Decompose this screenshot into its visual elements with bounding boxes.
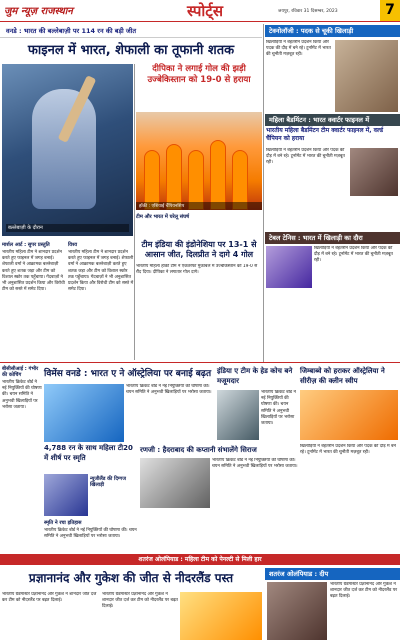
zimbabwe-photo (300, 390, 398, 440)
chess-headline: प्रज्ञानानंद और गुकेश की जीत से नीदरलैंड पस्त (28, 571, 234, 585)
smriti-photo (44, 474, 88, 516)
page-number: 7 (380, 0, 400, 21)
ranji-body-text: भारतीय क्रिकेट बोर्ड ने नई नियुक्तियों की घोषणा की। चयन समिति ने अनुभवी खिलाड़ियों पर भरोसा जताया। (212, 458, 298, 470)
smriti-body-text: भारतीय क्रिकेट बोर्ड ने नई नियुक्तियों की घोषणा की। चयन समिति ने अनुभवी खिलाड़ियों पर भरोसा जताया। (44, 528, 137, 540)
right-box2-text: खिलाड़ियों ने बेहतरीन प्रदर्शन किया और पदक की दौड़ में बने रहे। टूर्नामेंट में भारत की चुनौती मज़बूत रही। (266, 148, 345, 166)
right-box1-body (266, 40, 333, 112)
hockey-photo-caption: हॉकी : एशियाई चैंपियनशिप (136, 202, 262, 210)
hockey-headline: दीपिका ने लगाई गोल की झड़ी उज्बेकिस्तान को 19-0 से हराया (147, 64, 251, 85)
right-box1-text: खिलाड़ियों ने बेहतरीन प्रदर्शन किया और पदक की दौड़ में बने रहे। टूर्नामेंट में भारत की चुनौती मज़बूत रही। (266, 40, 331, 58)
smriti-body (44, 518, 138, 552)
zimbabwe-body-text: खिलाड़ियों ने बेहतरीन प्रदर्शन किया और पदक की दौड़ में बने रहे। टूर्नामेंट में भारत की चुनौती मज़बूत रही। (300, 444, 396, 456)
hockey-sub-headline: टीम इंडिया की इंडोनेशिया पर 13-1 से आसान जीत, दिलप्रीत ने दागे 4 गोल (141, 240, 257, 259)
ranji-headline: रणजी : हैदराबाद की कप्तानी संभालेंगे सिराज (140, 446, 257, 454)
lead-strap-text: वनडे : भारत की बल्लेबाज़ी पर 114 रन की बड़ी जीत (6, 27, 137, 35)
ranji-body (212, 458, 298, 552)
womens-odi-headline: विमेंस वनडे : भारत ए ने ऑस्ट्रेलिया पर बनाई बढ़त (44, 369, 212, 379)
lead-col-c-title: टीम और भारत में घरेलू संघर्ष (136, 214, 189, 220)
side-column (2, 364, 42, 552)
right-box3-text: खिलाड़ियों ने बेहतरीन प्रदर्शन किया और पदक की दौड़ में बने रहे। टूर्नामेंट में भारत की चुनौती मज़बूत रही। (314, 246, 393, 264)
siraj-photo (140, 458, 210, 508)
lead-photo (2, 64, 133, 236)
chess-player-photo (267, 582, 327, 640)
player-figure (166, 144, 182, 210)
zimbabwe-headline: जिम्बाब्वे को हराकर ऑस्ट्रेलिया ने सीरीज़ की क्लीन स्वीप (300, 367, 385, 385)
chess-box-text: भारतीय ग्रैंडमास्टर प्रज्ञानानंद और गुकेश ने शानदार जीत दर्ज कर टीम को नीदरलैंड पर बढ़त दिलाई। (330, 582, 398, 600)
right-box2-sub: भारतीय महिला बैडमिंटन टीम क्वार्टर फाइनल में, वर्ल्ड चैंपियन को हराया (266, 127, 384, 142)
lead-photo-caption: बल्लेबाज़ी के दौरान (6, 224, 129, 232)
brand-name: जुम न्यूज़ राजस्थान (4, 6, 73, 17)
chess-body-a (2, 592, 100, 640)
odi-body (126, 384, 214, 442)
table-tennis-photo (266, 246, 312, 288)
page-header (0, 0, 400, 22)
column-divider (134, 64, 135, 360)
lead-strap (0, 25, 262, 38)
chess-photo (180, 592, 262, 640)
chess-body-a-text: भारतीय ग्रैंडमास्टर प्रज्ञानानंद और गुकेश ने शानदार जीत दर्ज कर टीम को नीदरलैंड पर बढ़त दिलाई। (2, 592, 97, 604)
lead-col-b-body: भारतीय महिला टीम ने शानदार प्रदर्शन करते हुए फाइनल में जगह बनाई। शेफाली वर्मा ने आक्रामक बल्लेबाज़ी करते हुए शतक जड़ा और टीम को विशाल स्कोर तक पहुँचाया। गेंदबाज़ों ने भी अनुशासित प्रदर्शन किया और विरोधी टीम को सस्ते में समेट दिया। (68, 250, 134, 293)
lead-col-b-title: विश्व (68, 242, 77, 248)
batter-figure (32, 89, 96, 209)
chess-body-b-text: भारतीय ग्रैंडमास्टर प्रज्ञानानंद और गुकेश ने शानदार जीत दर्ज कर टीम को नीदरलैंड पर बढ़त दिलाई। (102, 592, 178, 610)
lead-col-a-title: मार्शल आर्ट : सुपर प्रस्तुति (2, 242, 50, 248)
lead-col-a-body: भारतीय महिला टीम ने शानदार प्रदर्शन करते हुए फाइनल में जगह बनाई। शेफाली वर्मा ने आक्रामक बल्लेबाज़ी करते हुए शतक जड़ा और टीम को विशाल स्कोर तक पहुँचाया। गेंदबाज़ों ने भी अनुशासित प्रदर्शन किया और विरोधी टीम को सस्ते में समेट दिया। (2, 250, 65, 293)
right-box3-body (314, 246, 398, 326)
player-figure (210, 140, 226, 210)
coach-photo (217, 390, 259, 440)
hockey-body-text: भारतीय महिला हॉकी टीम ने एकतरफा मुकाबले में उज्बेकिस्तान को 19-0 से रौंद दिया। दीपिका ने लगातार गोल दागे। (136, 264, 258, 276)
smriti-sub: स्मृति ने रचा इतिहास (44, 520, 82, 526)
lead-column-c (136, 212, 262, 236)
badminton-photo (350, 148, 398, 196)
player-figure (144, 150, 160, 210)
smriti-headline: 4,788 रन के साथ महिला टी20 में शीर्ष पर स्मृति (44, 444, 133, 462)
section-divider (0, 362, 400, 363)
odi-body-text: भारतीय क्रिकेट बोर्ड ने नई नियुक्तियों की घोषणा की। चयन समिति ने अनुभवी खिलाड़ियों पर भरोसा जताया। (126, 384, 212, 396)
right-box1-title: टेक्नोलॉजी : पदक से चूकी खिलाड़ी (265, 25, 400, 37)
smriti-caption: न्यूजीलैंड की दिग्गज खिलाड़ी (90, 476, 126, 488)
lead-column-b (68, 240, 134, 360)
column-divider (263, 24, 264, 362)
lead-column-a (2, 240, 66, 360)
chess-box-title: शतरंज ओलंपियाड : दीप (265, 568, 400, 580)
athlete-photo (335, 40, 398, 112)
right-box2-body (266, 148, 348, 228)
coach-body-text: भारतीय क्रिकेट बोर्ड ने नई नियुक्तियों की घोषणा की। चयन समिति ने अनुभवी खिलाड़ियों पर भरोसा जताया। (261, 390, 296, 427)
smriti-caption-block (90, 474, 138, 516)
hockey-photo (136, 112, 262, 210)
player-figure (232, 150, 248, 210)
side-body: भारतीय क्रिकेट बोर्ड ने नई नियुक्तियों की घोषणा की। चयन समिति ने अनुभवी खिलाड़ियों पर भरोसा जताया। (2, 380, 42, 410)
side-title: बीसीसीआई : गंभीर की कोचिंग (2, 366, 39, 378)
edition-date: जयपुर, रविवार 31 दिसम्बर, 2023 (278, 9, 338, 14)
lead-headline: फाइनल में भारत, शेफाली का तूफानी शतक (27, 43, 235, 58)
right-box3-title: टेबल टेनिस : भारत में खिलाड़ी का दौरा (265, 232, 400, 244)
zimbabwe-body (300, 444, 398, 552)
chess-body-b (102, 592, 178, 640)
hockey-body (136, 264, 262, 360)
player-figure (188, 150, 204, 210)
coach-headline: इंडिया ए टीम के हेड कोच बने मजूमदार (217, 367, 293, 385)
chess-box-body (330, 582, 398, 640)
right-box2-title: महिला बैडमिंटन : भारत क्वार्टर फाइनल में (265, 114, 400, 126)
section-title: स्पोर्ट्स (187, 2, 223, 20)
coach-body (261, 390, 297, 440)
odi-photo (44, 384, 124, 442)
chess-ticker: शतरंज ओलंपियाड : महिला टीम को पेनल्टी से मिली हार (0, 554, 400, 565)
